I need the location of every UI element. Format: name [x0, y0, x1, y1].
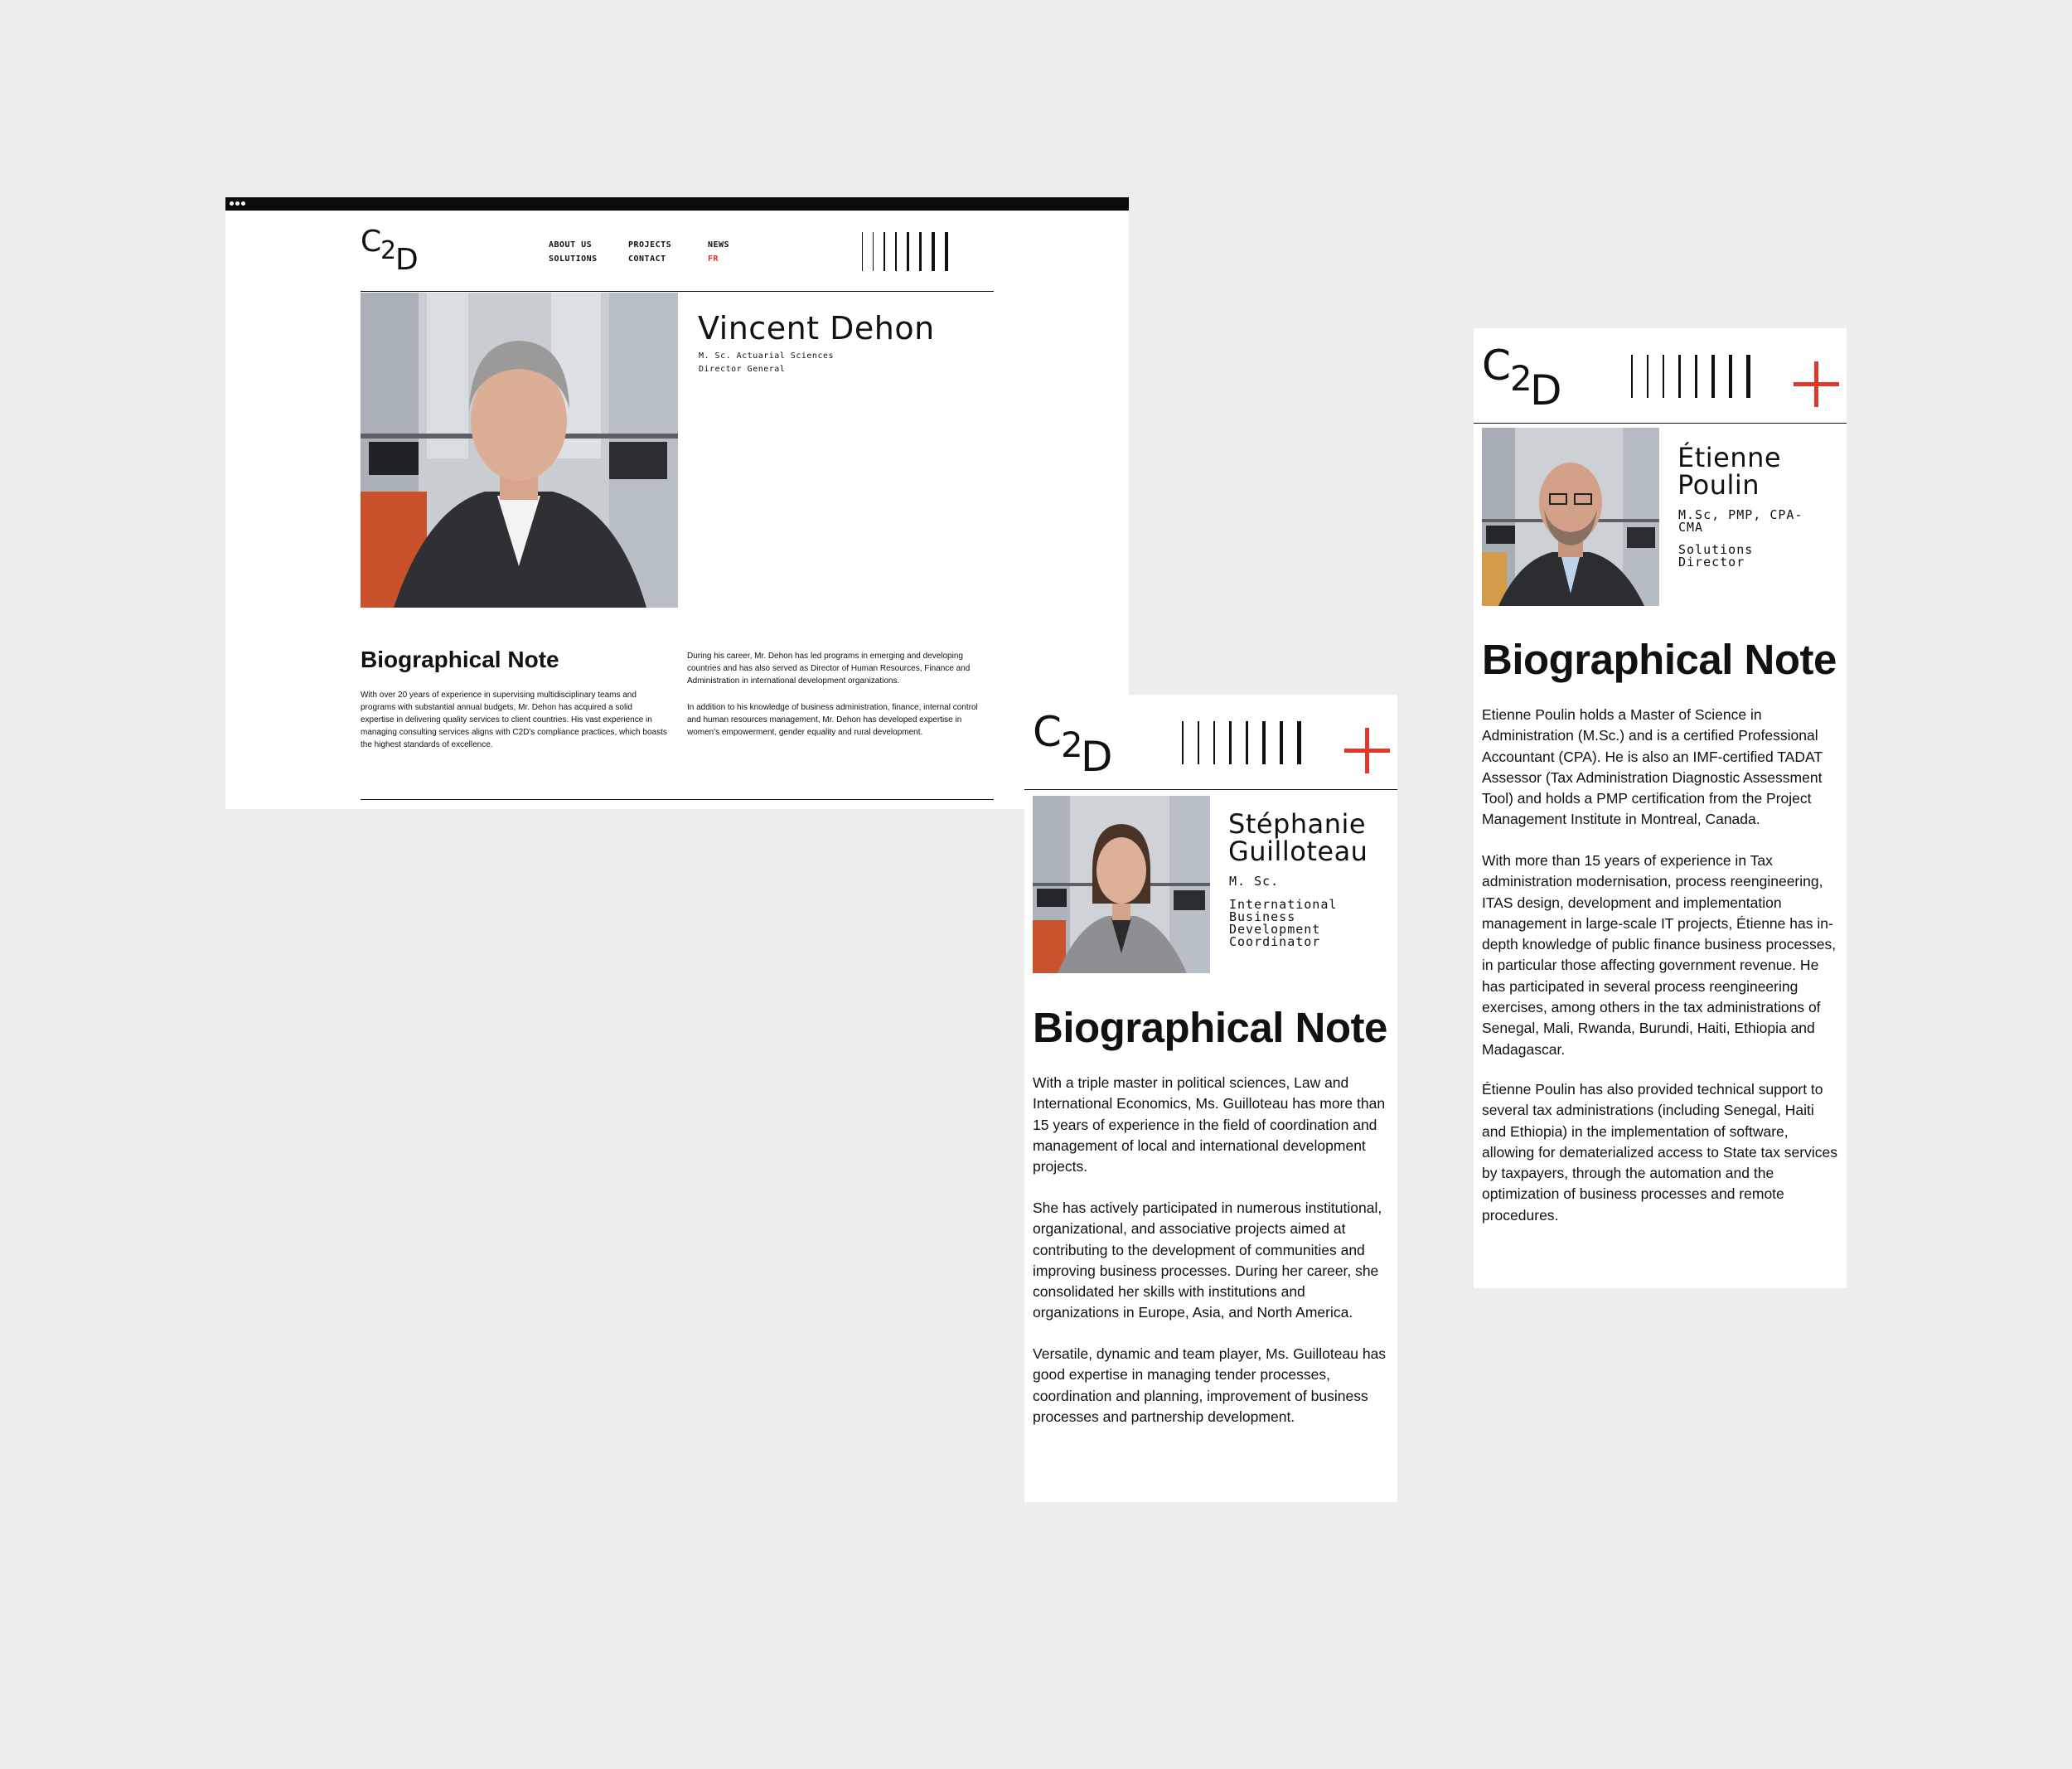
- menu-plus-icon[interactable]: [1794, 361, 1839, 407]
- portrait-photo: [1482, 428, 1659, 606]
- header-divider: [1474, 423, 1847, 424]
- person-degree: M.Sc, PMP, CPA- CMA: [1678, 507, 1803, 535]
- window-controls[interactable]: [230, 201, 245, 206]
- person-name-last: Guilloteau: [1228, 836, 1368, 867]
- c2d-logo[interactable]: C 2 D: [1482, 342, 1562, 414]
- nav-contact[interactable]: CONTACT: [628, 254, 666, 264]
- bio-paragraph: During his career, Mr. Dehon has led programs in emerging and developing countries and has also served as Director of Human Resources, Finance and Administration in international development organizations.: [687, 652, 971, 686]
- bio-paragraph: Versatile, dynamic and team player, Ms. Guilloteau has good expertise in managing tender processes, coordination and planning, improvement of business processes and partnership development.: [1033, 1345, 1387, 1425]
- decorative-bars: [1631, 355, 1750, 398]
- bio-paragraph: With over 20 years of experience in supervising multidisciplinary teams and programs with substantial annual budgets, Mr. Dehon has acquired a solid expertise in delivering quality services to client countries. His vast experience in managing consulting services aligns with C2D's compliance practices, which boasts the highest standards of excellence.: [361, 691, 667, 749]
- person-degree: M. Sc. Actuarial Sciences: [699, 351, 835, 361]
- bio-heading: Biographical Note: [1482, 636, 1837, 683]
- c2d-logo[interactable]: C 2 D: [1033, 708, 1113, 781]
- nav-projects[interactable]: PROJECTS: [628, 240, 672, 250]
- nav-solutions[interactable]: SOLUTIONS: [549, 254, 598, 264]
- portrait-photo: [1033, 796, 1210, 973]
- person-name-last: Poulin: [1677, 469, 1760, 501]
- bio-paragraph: She has actively participated in numerous institutional, organizational, and associative projects aimed at contributing to the development of communities and improving business processes. During her career, she consolidated her skills with institutions and organizations in Europe, Asia, and North America.: [1033, 1200, 1382, 1321]
- main-nav: [549, 240, 758, 264]
- nav-language-fr[interactable]: FR: [708, 254, 719, 264]
- bio-paragraph: With more than 15 years of experience in Tax administration modernisation, process reengineering, ITAS design, development and implementation management in large-scale IT projects, Étienne has in-depth knowledge of public finance business processes, in particular those affecting government revenue. He has participated in several process reengineering exercises, among others in the tax administrations of Senegal, Mali, Rwanda, Burundi, Haiti, Ethiopia and Madagascar.: [1482, 852, 1837, 1058]
- bio-paragraph: With a triple master in political sciences, Law and International Economics, Ms. Guilloteau has more than 15 years of experience in the field of coordination and management of local and international development projects.: [1033, 1074, 1386, 1175]
- bio-paragraph: In addition to his knowledge of business administration, finance, internal control and human resources management, Mr. Dehon has developed expertise in women's empowerment, gender equality and rural development.: [687, 703, 978, 737]
- desktop-browser-mockup: [225, 197, 1129, 809]
- person-name-first: Stéphanie: [1228, 808, 1367, 840]
- person-name-first: Étienne: [1677, 442, 1782, 473]
- person-title: International Business Development Coordinator: [1229, 897, 1338, 949]
- mobile-profile-card-guilloteau: [1024, 695, 1397, 1502]
- person-title: Solutions Director: [1678, 542, 1754, 569]
- portrait-photo: [361, 293, 678, 608]
- bio-paragraph: Etienne Poulin holds a Master of Science in Administration (M.Sc.) and is a certified Professional Accountant (CPA). He is also an IMF-certified TADAT Assessor (Tax Administration Diagnostic Assessment Tool) and holds a PMP certification from the Project Management Institute in Montreal, Canada.: [1482, 706, 1823, 828]
- bio-heading: Biographical Note: [361, 647, 559, 672]
- person-name: Vincent Dehon: [698, 310, 935, 347]
- person-title: Director General: [699, 365, 786, 374]
- header-divider: [361, 291, 994, 292]
- menu-plus-icon[interactable]: [1344, 728, 1390, 773]
- nav-about-us[interactable]: ABOUT US: [549, 240, 593, 250]
- decorative-bars: [1182, 721, 1301, 764]
- browser-title-bar: [225, 197, 1129, 211]
- person-degree: M. Sc.: [1229, 874, 1280, 889]
- nav-news[interactable]: NEWS: [708, 240, 730, 250]
- decorative-bars: [862, 232, 948, 271]
- footer-divider: [361, 799, 994, 800]
- header-divider: [1024, 789, 1397, 790]
- bio-paragraph: Étienne Poulin has also provided technical support to several tax administrations (including Senegal, Haiti and Ethiopia) in the implementation of software, allowing for dematerialized access to State tax services by taxpayers, through the automation and the optimization of business processes and remote procedures.: [1482, 1081, 1837, 1224]
- c2d-logo[interactable]: C 2 D: [361, 225, 419, 277]
- bio-heading: Biographical Note: [1033, 1004, 1387, 1051]
- mobile-profile-card-poulin: [1474, 328, 1847, 1288]
